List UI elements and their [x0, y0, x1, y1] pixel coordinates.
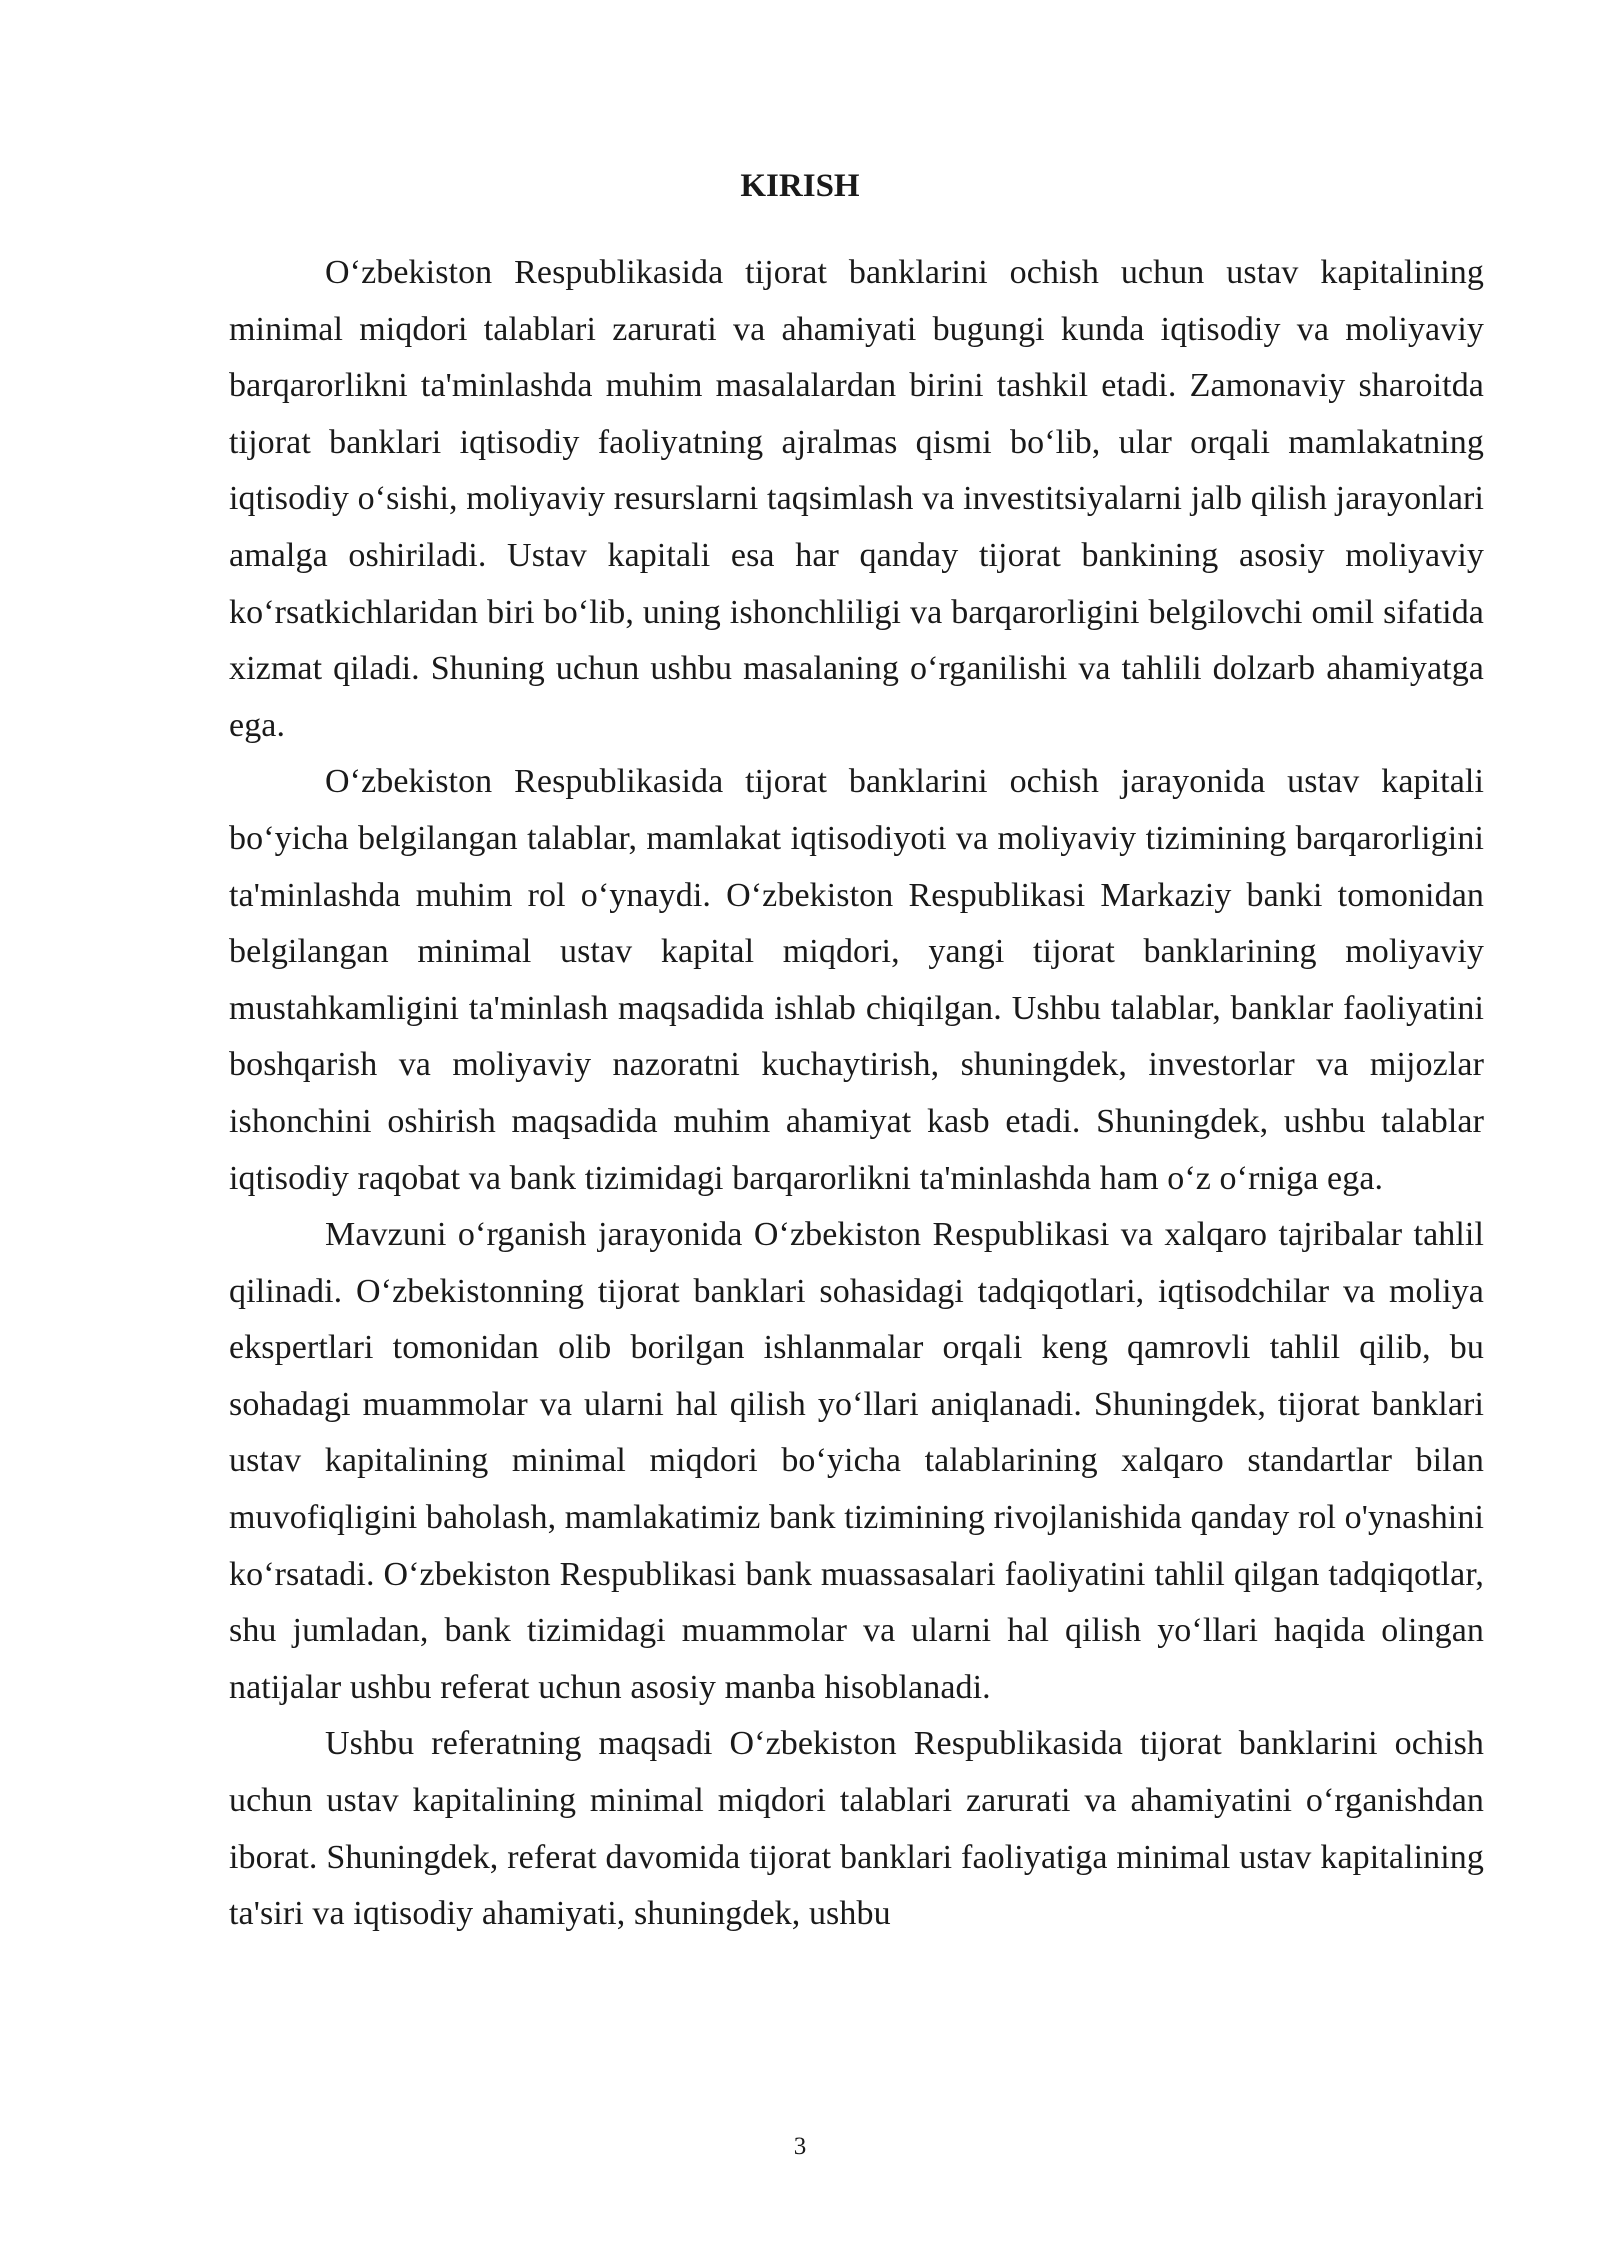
paragraph-1: O‘zbekiston Respublikasida tijorat banklarini ochish uchun ustav kapitalining minimal miqdori talablari zarurati va ahamiyati bugungi kunda iqtisodiy va moliyaviy barqarorlikni ta'minlashda muhim masalalardan birini tashkil etadi. Zamonaviy sharoitda tijorat banklari iqtisodiy faoliyatning ajralmas qismi bo‘lib, ular orqali mamlakatning iqtisodiy o‘sishi, moliyaviy resurslarni taqsimlash va investitsiyalarni jalb qilish jarayonlari amalga oshiriladi. Ustav kapitali esa har qanday tijorat bankining asosiy moliyaviy ko‘rsatkichlaridan biri bo‘lib, uning ishonchliligi va barqarorligini belgilovchi omil sifatida xizmat qiladi. Shuning uchun ushbu masalaning o‘rganilishi va tahlili dolzarb ahamiyatga ega. [229, 254, 1484, 744]
paragraph-4: Ushbu referatning maqsadi O‘zbekiston Respublikasida tijorat banklarini ochish uchun ustav kapitalining minimal miqdori talablari zarurati va ahamiyatini o‘rganishdan iborat. Shuningdek, referat davomida tijorat banklari faoliyatiga minimal ustav kapitalining ta'siri va iqtisodiy ahamiyati, shuningdek, ushbu [229, 1725, 1484, 1933]
body-text [229, 245, 1484, 1943]
paragraph-3: Mavzuni o‘rganish jarayonida O‘zbekiston Respublikasi va xalqaro tajribalar tahlil qilinadi. O‘zbekistonning tijorat banklari sohasidagi tadqiqotlari, iqtisodchilar va moliya ekspertlari tomonidan olib borilgan ishlanmalar orqali keng qamrovli tahlil qilib, bu sohadagi muammolar va ularni hal qilish yo‘llari aniqlanadi. Shuningdek, tijorat banklari ustav kapitalining minimal miqdori bo‘yicha talablarining xalqaro standartlar bilan muvofiqligini baholash, mamlakatimiz bank tizimining rivojlanishida qanday rol o'ynashini ko‘rsatadi. O‘zbekiston Respublikasi bank muassasalari faoliyatini tahlil qilgan tadqiqotlar, shu jumladan, bank tizimidagi muammolar va ularni hal qilish yo‘llari haqida olingan natijalar ushbu referat uchun asosiy manba hisoblanadi. [229, 1216, 1484, 1706]
page-number: 3 [793, 2133, 807, 2160]
section-heading: KIRISH [740, 168, 860, 204]
paragraph-2: O‘zbekiston Respublikasida tijorat banklarini ochish jarayonida ustav kapitali bo‘yicha belgilangan talablar, mamlakat iqtisodiyoti va moliyaviy tizimining barqarorligini ta'minlashda muhim rol o‘ynaydi. O‘zbekiston Respublikasi Markaziy banki tomonidan belgilangan minimal ustav kapital miqdori, yangi tijorat banklarining moliyaviy mustahkamligini ta'minlash maqsadida ishlab chiqilgan. Ushbu talablar, banklar faoliyatini boshqarish va moliyaviy nazoratni kuchaytirish, shuningdek, investorlar va mijozlar ishonchini oshirish maqsadida muhim ahamiyat kasb etadi. Shuningdek, ushbu talablar iqtisodiy raqobat va bank tizimidagi barqarorlikni ta'minlashda ham o‘z o‘rniga ega. [229, 763, 1484, 1197]
